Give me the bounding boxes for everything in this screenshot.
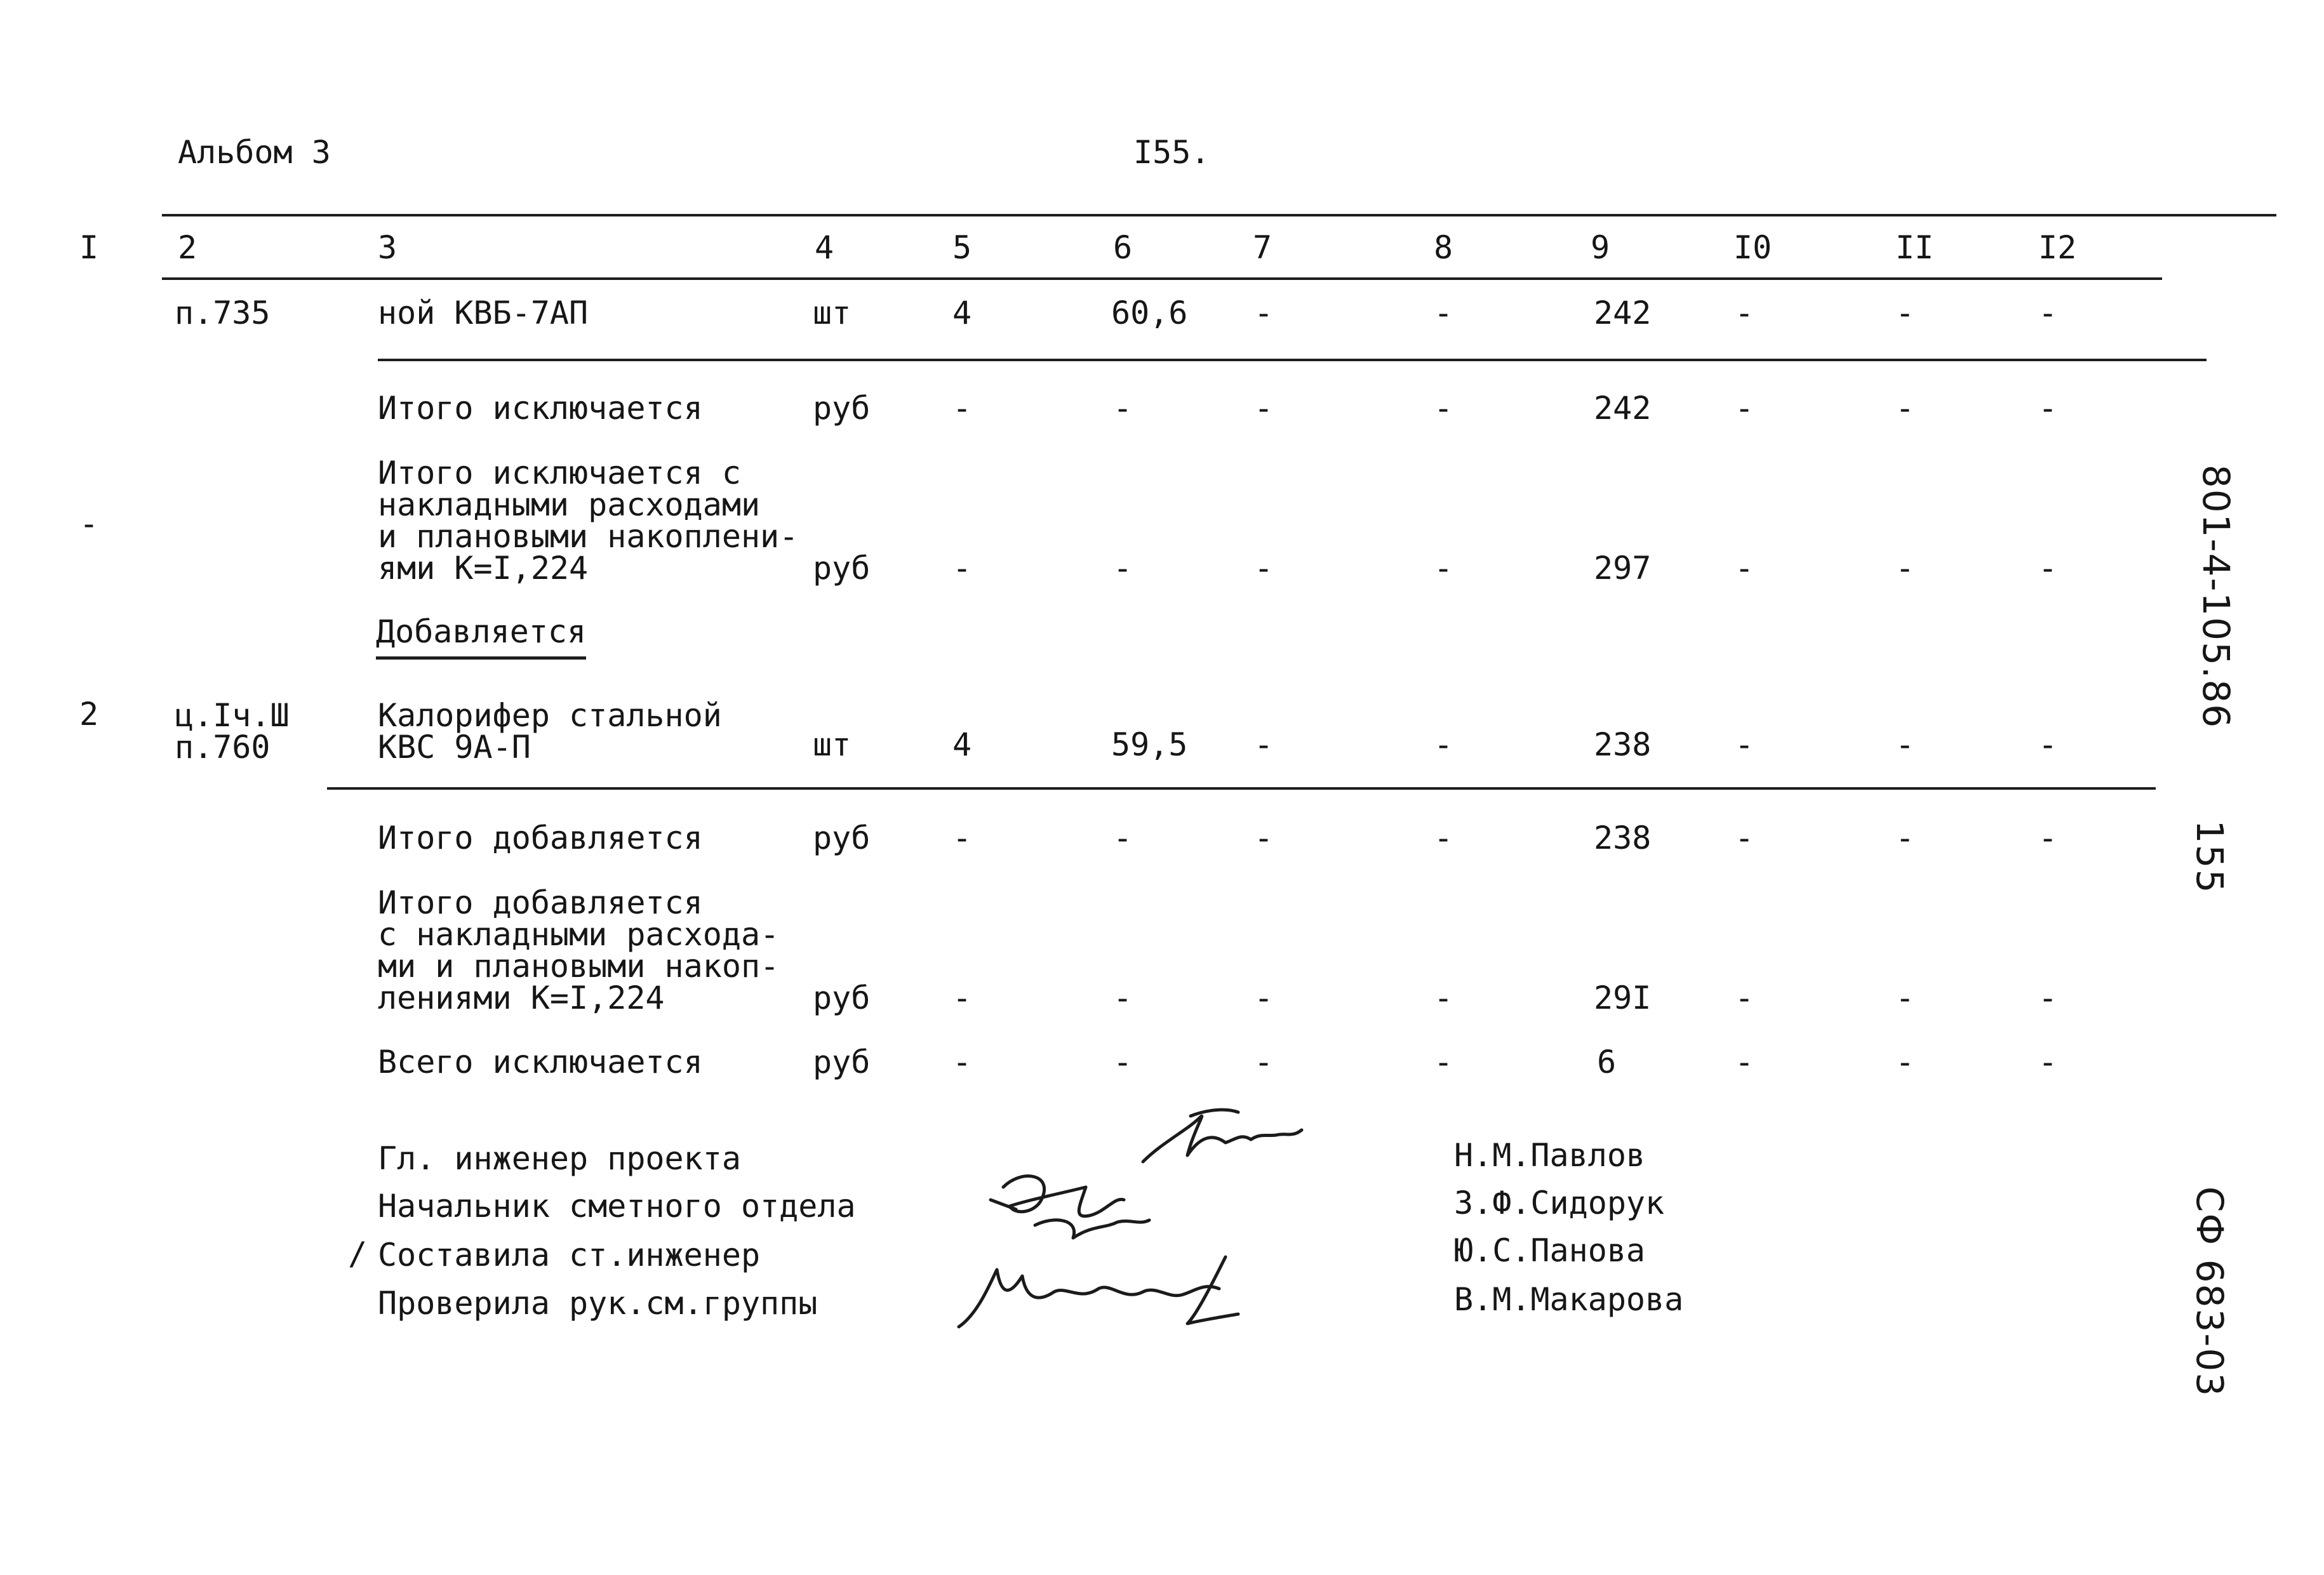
cell: - [1735,295,1754,331]
column-header: I [79,229,99,266]
unit-cell: руб [813,980,871,1016]
section-rule [327,787,2156,790]
cell: - [1735,550,1754,587]
cell: - [1254,1044,1274,1080]
row-number-cell: 2 [79,696,99,733]
description-cell: ной КВБ-7АП [378,295,589,331]
unit-cell: шт [813,726,851,763]
cell: - [1895,980,1915,1016]
column-header: 6 [1113,229,1133,266]
total-cell: 297 [1594,550,1652,587]
cell: - [1735,390,1754,427]
document-code-note: 801-4-105.86 [2194,464,2238,729]
description-cell: Итого добавляется [378,820,703,856]
cell: - [2038,390,2058,427]
cell: - [1895,390,1915,427]
cell: - [2038,295,2058,331]
cell: - [1434,980,1453,1016]
section-rule [378,359,2207,361]
cell: - [1254,980,1274,1016]
cell: - [1895,295,1915,331]
total-cell: 238 [1594,820,1652,856]
signatory-role: Составила ст.инженер [378,1237,761,1273]
column-header: 3 [378,229,397,266]
row-number-cell: - [79,505,99,542]
check-mark: / [348,1235,368,1272]
table-top-rule [162,214,2276,216]
cell: - [1254,550,1274,587]
cell: - [1895,820,1915,856]
cell: - [1434,550,1453,587]
page-number: I55. [1133,134,1210,171]
unit-cell: шт [813,295,851,331]
total-cell: 242 [1594,390,1652,427]
cell: - [1113,550,1133,587]
ref-cell: ц.Iч.Ш п.760 [175,697,290,766]
cell: - [1735,980,1754,1016]
column-header: 5 [952,229,972,266]
signatory-name: В.М.Макарова [1454,1281,1684,1318]
cell: - [952,820,972,856]
cell: - [1254,295,1274,331]
cell: - [1895,1044,1915,1080]
column-header: I2 [2038,229,2077,266]
unit-cell: руб [813,390,871,427]
cell: - [2038,980,2058,1016]
cell: - [1254,726,1274,763]
cell: - [2038,1044,2058,1080]
column-header: 7 [1253,229,1272,266]
signatory-role: Начальник сметного отдела [378,1188,856,1225]
cell: - [2038,550,2058,587]
ref-cell: п.735 [175,295,270,331]
description-cell: Итого добавляется с накладными расхода- ми и плановыми накоп- лениями К=I,224 [378,884,780,1016]
cell: - [2038,820,2058,856]
header-bottom-rule [162,277,2162,280]
description-cell: Итого исключается с накладными расходами и плановыми накоплени- ями К=I,224 [378,455,799,587]
unit-cell: руб [813,550,871,587]
quantity-cell: 4 [952,295,972,331]
cell: - [1895,550,1915,587]
signatory-name: Ю.С.Панова [1454,1232,1646,1269]
price-cell: 60,6 [1111,295,1188,331]
column-header: 2 [178,229,197,266]
cell: - [1434,295,1453,331]
section-title: Добавляется [376,616,586,660]
album-label: Альбом 3 [178,134,331,171]
total-cell: 29I [1594,980,1652,1016]
cell: - [1254,390,1274,427]
cell: - [952,390,972,427]
cell: - [1434,726,1453,763]
unit-cell: руб [813,1044,871,1080]
description-cell: Итого исключается [378,390,703,427]
signatory-role: Проверила рук.см.группы [378,1285,818,1322]
cell: - [1113,1044,1133,1080]
total-cell: 6 [1597,1044,1617,1080]
cell: - [1113,980,1133,1016]
signatory-role: Гл. инженер проекта [378,1140,741,1177]
cell: - [952,980,972,1016]
cell: - [952,1044,972,1080]
description-cell: Всего исключается [378,1044,703,1080]
column-header: I0 [1733,229,1772,266]
cell: - [952,550,972,587]
unit-cell: руб [813,820,871,856]
archive-code-note: СФ 683-03 [2188,1186,2231,1398]
signatory-name: Н.М.Павлов [1454,1137,1646,1174]
cell: - [1895,726,1915,763]
cell: - [1113,820,1133,856]
cell: - [1254,820,1274,856]
price-cell: 59,5 [1111,726,1188,763]
cell: - [1434,820,1453,856]
description-cell: Калорифер стальной КВС 9А-П [378,697,722,766]
column-header: 9 [1591,229,1610,266]
cell: - [2038,726,2058,763]
cell: - [1735,1044,1754,1080]
cell: - [1434,1044,1453,1080]
column-header: 4 [815,229,834,266]
page-mark-note: 155 [2188,820,2231,894]
column-header: II [1895,229,1934,266]
cell: - [1434,390,1453,427]
total-cell: 238 [1594,726,1652,763]
cell: - [1735,726,1754,763]
cell: - [1113,390,1133,427]
cell: - [1735,820,1754,856]
signatory-name: З.Ф.Сидорук [1454,1185,1665,1221]
column-header: 8 [1434,229,1453,266]
signature-scribble [952,1244,1270,1339]
total-cell: 242 [1594,295,1652,331]
quantity-cell: 4 [952,726,972,763]
